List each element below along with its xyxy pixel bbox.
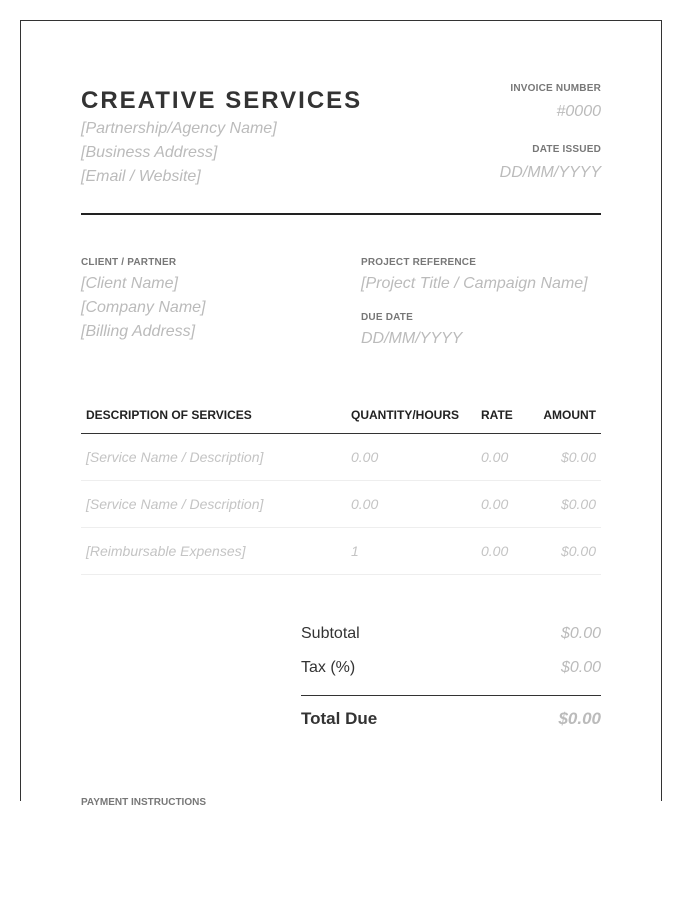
row-description[interactable]: [Reimbursable Expenses] [86, 543, 246, 559]
client-name-field[interactable]: [Client Name] [81, 275, 178, 292]
business-address-field[interactable]: [Business Address] [81, 144, 218, 161]
row-quantity[interactable]: 1 [351, 543, 359, 559]
header-amount: AMOUNT [543, 408, 596, 422]
table-row [81, 434, 601, 481]
row-amount: $0.00 [560, 449, 596, 465]
due-date-label: DUE DATE [361, 312, 413, 323]
project-title-field[interactable]: [Project Title / Campaign Name] [361, 275, 588, 292]
tax-value: $0.00 [560, 659, 601, 676]
client-block [81, 257, 206, 344]
row-quantity[interactable]: 0.00 [351, 449, 379, 465]
payment-instructions-label: PAYMENT INSTRUCTIONS [81, 797, 207, 808]
header-description: DESCRIPTION OF SERVICES [86, 408, 252, 422]
due-date-field[interactable]: DD/MM/YYYY [361, 330, 463, 347]
agency-name-field[interactable]: [Partnership/Agency Name] [81, 120, 277, 137]
row-rate[interactable]: 0.00 [481, 496, 509, 512]
company-details [81, 117, 277, 189]
invoice-number-label: INVOICE NUMBER [510, 83, 601, 94]
date-issued-label: DATE ISSUED [532, 144, 601, 155]
invoice-content [81, 21, 601, 808]
subtotal-label: Subtotal [301, 625, 360, 642]
total-due-value: $0.00 [558, 709, 601, 728]
row-rate[interactable]: 0.00 [481, 449, 509, 465]
subtotal-value: $0.00 [560, 625, 601, 642]
table-header [81, 397, 601, 434]
tax-row [301, 651, 601, 685]
table-row [81, 481, 601, 528]
header-divider [81, 213, 601, 215]
invoice-meta [500, 83, 601, 185]
table-row [81, 528, 601, 575]
billing-address-field[interactable]: [Billing Address] [81, 323, 196, 340]
row-amount: $0.00 [560, 543, 596, 559]
email-website-field[interactable]: [Email / Website] [81, 168, 201, 185]
row-rate[interactable]: 0.00 [481, 543, 509, 559]
subtotal-row [301, 617, 601, 651]
totals-block [301, 617, 601, 742]
tax-label: Tax (%) [301, 659, 356, 676]
header-rate: RATE [481, 408, 513, 422]
invoice-page [20, 20, 662, 808]
project-reference-label: PROJECT REFERENCE [361, 257, 477, 268]
client-label: CLIENT / PARTNER [81, 257, 177, 268]
row-quantity[interactable]: 0.00 [351, 496, 379, 512]
company-name-field[interactable]: [Company Name] [81, 299, 206, 316]
services-table [81, 397, 601, 575]
company-title: CREATIVE SERVICES [81, 87, 363, 114]
row-amount: $0.00 [560, 496, 596, 512]
invoice-number-field[interactable]: #0000 [556, 103, 601, 120]
row-description[interactable]: [Service Name / Description] [86, 449, 264, 465]
header-quantity: QUANTITY/HOURS [351, 408, 459, 422]
date-issued-field[interactable]: DD/MM/YYYY [499, 164, 601, 181]
total-due-row [301, 696, 601, 742]
project-block [361, 257, 588, 351]
row-description[interactable]: [Service Name / Description] [86, 496, 264, 512]
total-due-label: Total Due [301, 709, 378, 728]
